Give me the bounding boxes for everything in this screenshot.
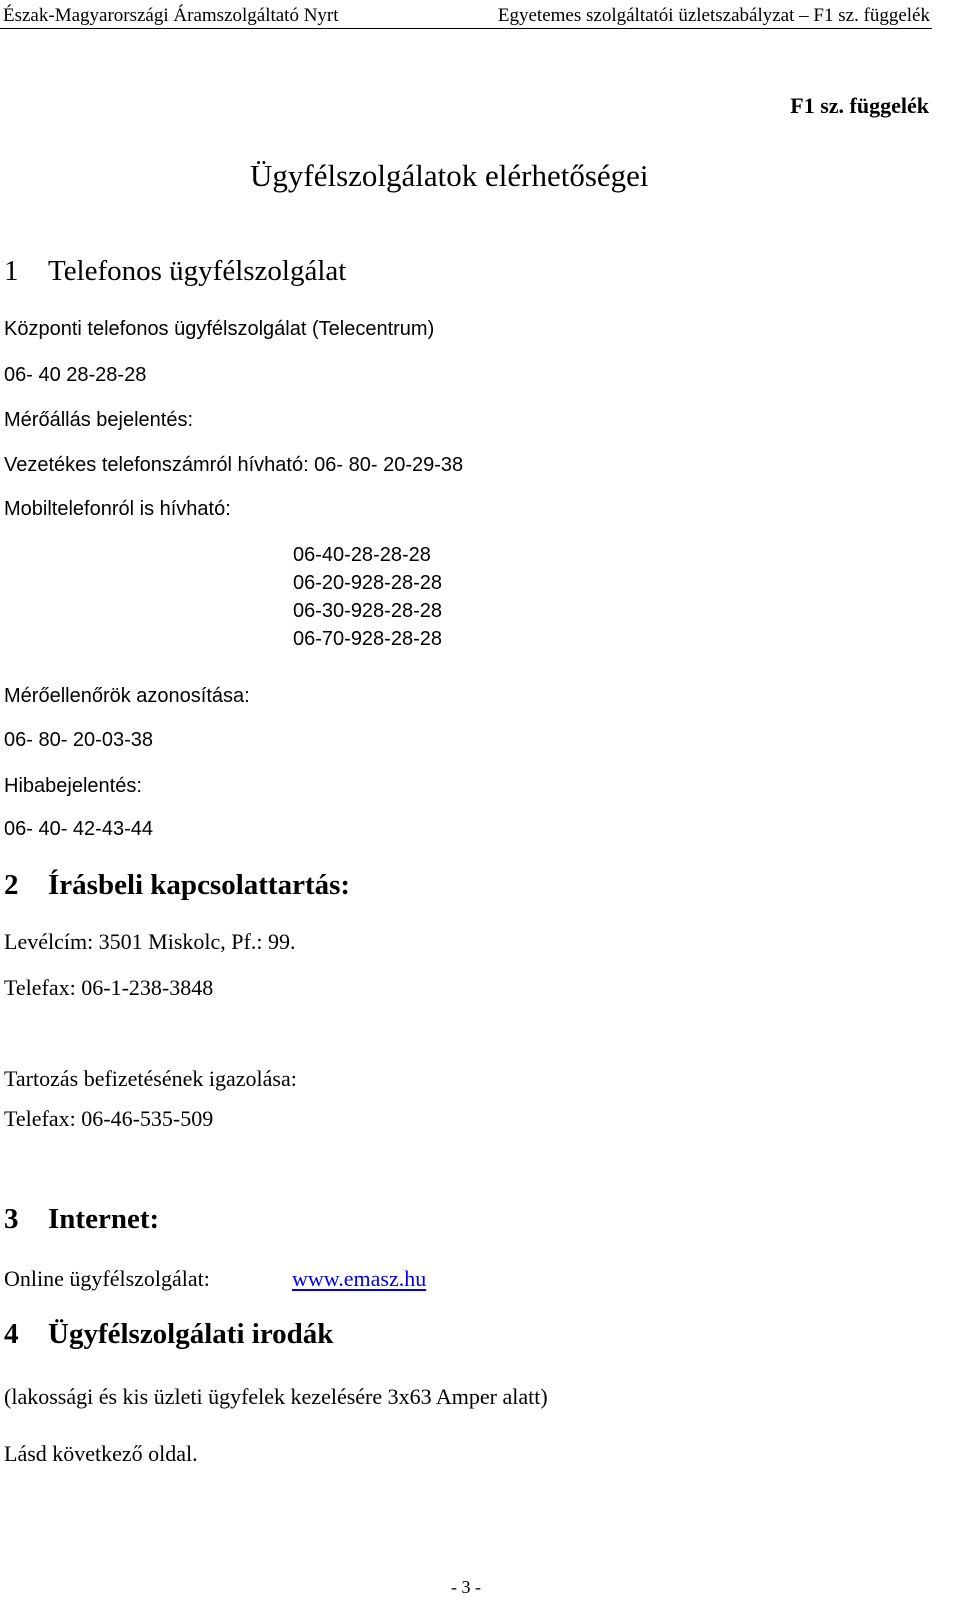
mobile-label: Mobiltelefonról is hívható: bbox=[4, 498, 231, 520]
section-title: Telefonos ügyfélszolgálat bbox=[48, 255, 347, 287]
meter-reading-label: Mérőállás bejelentés: bbox=[4, 409, 193, 431]
meter-inspector-number: 06- 80- 20-03-38 bbox=[4, 729, 153, 751]
online-service-label: Online ügyfélszolgálat: bbox=[4, 1266, 210, 1291]
section-heading-written-contact bbox=[4, 869, 350, 902]
meter-inspector-label: Mérőellenőrök azonosítása: bbox=[4, 685, 250, 707]
online-service-link[interactable]: www.emasz.hu bbox=[292, 1266, 427, 1291]
page-number: - 3 - bbox=[451, 1577, 481, 1597]
debt-payment-fax: Telefax: 06-46-535-509 bbox=[4, 1106, 214, 1131]
fault-report-number: 06- 40- 42-43-44 bbox=[4, 818, 153, 840]
section-number: 4 bbox=[4, 1318, 19, 1350]
debt-payment-label: Tartozás befizetésének igazolása: bbox=[4, 1066, 297, 1091]
see-next-page-note: Lásd következő oldal. bbox=[4, 1441, 198, 1466]
section-number: 3 bbox=[4, 1203, 19, 1235]
mobile-number-list bbox=[293, 541, 442, 653]
postal-address: Levélcím: 3501 Miskolc, Pf.: 99. bbox=[4, 929, 296, 954]
mobile-number: 06-40-28-28-28 bbox=[293, 544, 431, 566]
mobile-number: 06-70-928-28-28 bbox=[293, 628, 442, 650]
central-service-label: Központi telefonos ügyfélszolgálat (Telecentrum) bbox=[4, 318, 435, 340]
section-number: 2 bbox=[4, 869, 19, 901]
landline-number-line: Vezetékes telefonszámról hívható: 06- 80- 20-29-38 bbox=[4, 454, 464, 476]
section-number: 1 bbox=[4, 255, 19, 287]
offices-subtitle: (lakossági és kis üzleti ügyfelek kezelésére 3x63 Amper alatt) bbox=[4, 1384, 548, 1409]
fax-number: Telefax: 06-1-238-3848 bbox=[4, 975, 214, 1000]
appendix-label: F1 sz. függelék bbox=[790, 93, 929, 118]
central-service-number: 06- 40 28-28-28 bbox=[4, 364, 147, 386]
mobile-number: 06-20-928-28-28 bbox=[293, 572, 442, 594]
header-company: Észak-Magyarországi Áramszolgáltató Nyrt bbox=[3, 5, 339, 26]
header-document-title: Egyetemes szolgáltatói üzletszabályzat – F1 sz. függelék bbox=[497, 5, 930, 26]
section-title: Írásbeli kapcsolattartás: bbox=[48, 869, 351, 901]
section-title: Internet: bbox=[48, 1203, 160, 1235]
fault-report-label: Hibabejelentés: bbox=[4, 775, 142, 797]
section-title: Ügyfélszolgálati irodák bbox=[48, 1318, 334, 1350]
section-heading-offices bbox=[4, 1318, 333, 1351]
page-title: Ügyfélszolgálatok elérhetőségei bbox=[250, 158, 649, 193]
header-divider bbox=[0, 28, 932, 29]
mobile-number: 06-30-928-28-28 bbox=[293, 600, 442, 622]
section-heading-internet bbox=[4, 1203, 159, 1236]
section-heading-telephone bbox=[4, 255, 346, 288]
